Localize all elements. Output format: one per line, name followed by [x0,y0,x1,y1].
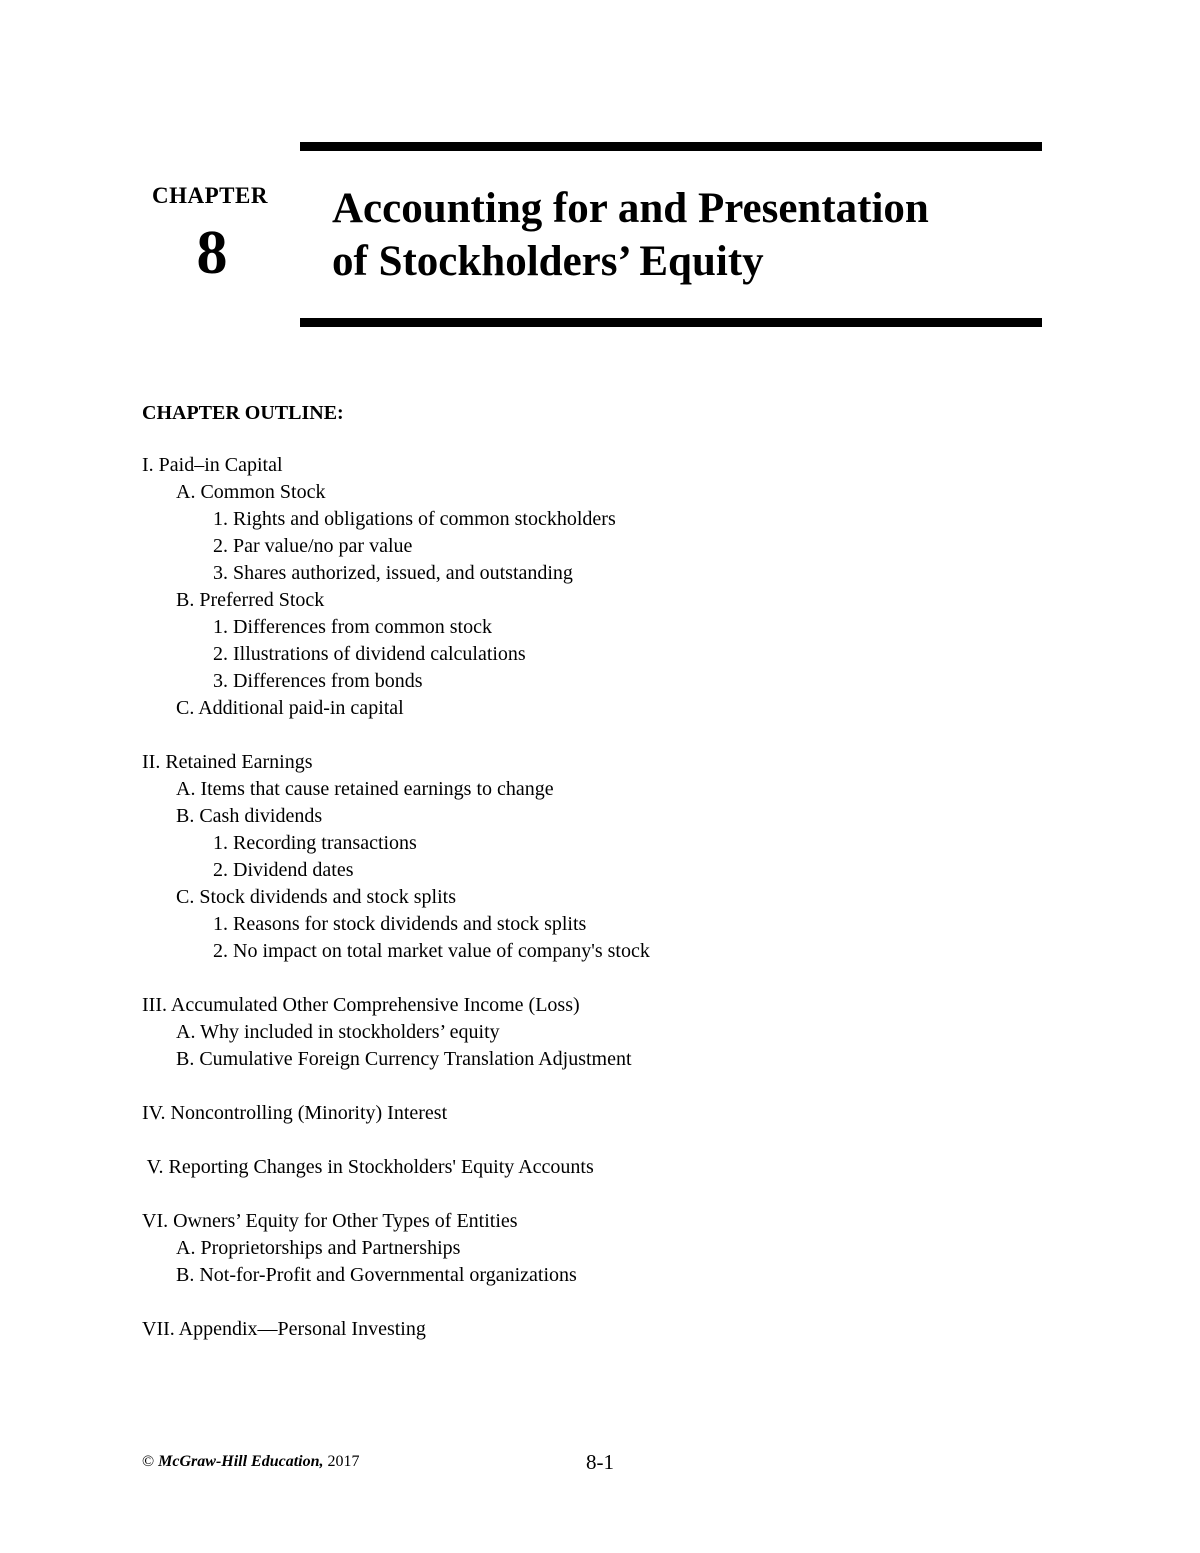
chapter-number: 8 [196,219,228,287]
copyright-year: 2017 [323,1453,360,1470]
outline-section: VI. Owners’ Equity for Other Types of Entities [142,1210,518,1232]
outline-subsection: B. Cash dividends [176,805,323,827]
outline-item: 2. Par value/no par value [213,535,413,557]
outline-item: 1. Reasons for stock dividends and stock splits [213,913,587,935]
outline-subsection: B. Cumulative Foreign Currency Translation Adjustment [176,1048,632,1070]
outline-spacer [142,1073,650,1100]
outline-subsection: C. Stock dividends and stock splits [176,886,456,908]
outline-spacer [142,1127,650,1154]
outline-section: VII. Appendix—Personal Investing [142,1318,426,1340]
outline-item: 3. Shares authorized, issued, and outstanding [213,562,573,584]
chapter-title-line-1: Accounting for and Presentation [332,185,929,232]
outline-subsection: A. Proprietorships and Partnerships [176,1237,461,1259]
outline-subsection: A. Why included in stockholders’ equity [176,1021,500,1043]
outline-spacer [142,1181,650,1208]
copyright-symbol: © [142,1453,159,1470]
outline-item: 3. Differences from bonds [213,670,423,692]
chapter-title-line-2: of Stockholders’ Equity [332,238,764,285]
page-number: 8-1 [586,1450,614,1474]
chapter-outline [142,452,650,1343]
outline-section: III. Accumulated Other Comprehensive Income (Loss) [142,994,580,1016]
outline-subsection: C. Additional paid-in capital [176,697,404,719]
outline-section: I. Paid–in Capital [142,454,283,476]
outline-section: V. Reporting Changes in Stockholders' Equity Accounts [142,1156,594,1178]
outline-item: 2. No impact on total market value of company's stock [213,940,650,962]
publisher-name: McGraw-Hill Education, [158,1453,324,1470]
outline-section: II. Retained Earnings [142,751,313,773]
outline-subsection: B. Not-for-Profit and Governmental organizations [176,1264,577,1286]
bottom-rule [300,318,1042,327]
outline-item: 1. Differences from common stock [213,616,492,638]
outline-item: 1. Rights and obligations of common stockholders [213,508,616,530]
outline-subsection: A. Common Stock [176,481,326,503]
outline-spacer [142,722,650,749]
chapter-title [332,182,929,288]
outline-item: 1. Recording transactions [213,832,417,854]
outline-spacer [142,965,650,992]
outline-spacer [142,1289,650,1316]
outline-section: IV. Noncontrolling (Minority) Interest [142,1102,448,1124]
footer-copyright [142,1453,360,1471]
outline-heading: CHAPTER OUTLINE: [142,402,344,424]
outline-subsection: A. Items that cause retained earnings to change [176,778,554,800]
outline-item: 2. Dividend dates [213,859,354,881]
outline-item: 2. Illustrations of dividend calculations [213,643,526,665]
top-rule [300,142,1042,151]
outline-subsection: B. Preferred Stock [176,589,325,611]
chapter-label: CHAPTER [152,183,268,208]
